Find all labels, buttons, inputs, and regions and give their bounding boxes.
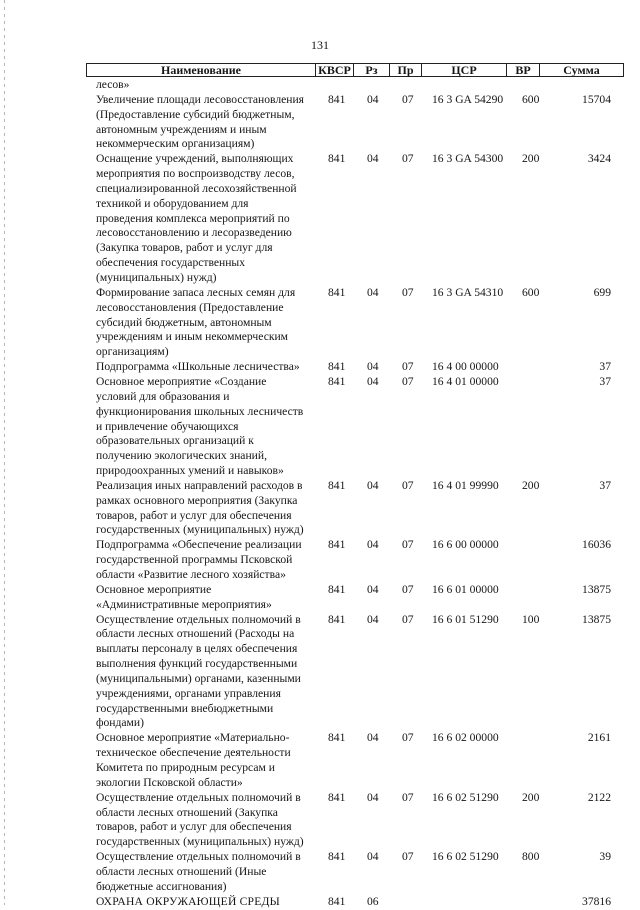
row-name-line: государственных (муниципальных) нужд) [96, 835, 304, 849]
row-name-line: проведения комплекса мероприятий по [96, 211, 290, 225]
row-name-line: Оснащение учреждений, выполняющих [96, 152, 294, 166]
row-name-line: специализированной лесохозяйственной [96, 181, 297, 195]
cell-pr: 07 [402, 582, 414, 596]
row-name-line: фондами) [96, 716, 144, 730]
row-name-line: государственной программы Псковской [96, 553, 293, 567]
row-name-line: (муниципальных) нужд) [96, 270, 217, 284]
cell-kvsr: 841 [328, 612, 346, 626]
cell-kvsr: 841 [328, 478, 346, 492]
row-name-line: Осуществление отдельных полномочий в [96, 850, 301, 864]
cell-sum: 37816 [582, 894, 611, 908]
header-vr: ВР [515, 63, 531, 77]
cell-pr: 07 [402, 850, 414, 864]
cell-sum: 13875 [582, 582, 611, 596]
row-name-line: товаров, работ и услуг для обеспечения [96, 820, 292, 834]
table-row [0, 613, 640, 732]
row-name [96, 613, 318, 732]
cell-kvsr: 841 [328, 374, 346, 388]
cell-csr: 16 3 GA 54300 [432, 152, 504, 166]
row-name-line: обеспечения государственных [96, 256, 246, 270]
row-name [96, 538, 318, 583]
cell-vr: 600 [522, 92, 540, 106]
table-row [0, 538, 640, 583]
row-name-line: выплаты персоналу в целях обеспечения [96, 642, 298, 656]
row-name-line: функционирования школьных лесничеств [96, 404, 304, 418]
cell-kvsr: 841 [328, 285, 346, 299]
table-header [86, 63, 624, 77]
row-name [96, 791, 318, 850]
table-row [0, 791, 640, 850]
row-name [96, 152, 318, 286]
cell-pr: 07 [402, 612, 414, 626]
row-name-line: и привлечение обучающихся [96, 419, 239, 433]
cell-csr: 16 4 00 00000 [432, 360, 499, 374]
cell-kvsr: 841 [328, 731, 346, 745]
table-row [0, 375, 640, 479]
row-name-line: товаров, работ и услуг для обеспечения [96, 508, 292, 522]
row-name-line: учреждениями, органами управления [96, 686, 281, 700]
row-name-line: государственными внебюджетными [96, 701, 274, 715]
cell-vr: 200 [522, 790, 540, 804]
table-row [0, 479, 640, 538]
row-name [96, 731, 318, 790]
row-name-line: некоммерческим организациям) [96, 137, 255, 151]
cell-kvsr: 841 [328, 538, 346, 552]
row-name-line: автономным учреждениям и иным [96, 122, 267, 136]
cell-csr: 16 6 01 00000 [432, 582, 499, 596]
cell-vr: 200 [522, 152, 540, 166]
row-name-line: субсидий бюджетным, автономным [96, 315, 272, 329]
table-row [0, 850, 640, 895]
cell-sum: 37 [599, 360, 611, 374]
row-name [96, 583, 318, 613]
row-name-line: области «Развитие лесного хозяйства» [96, 567, 286, 581]
table-row [0, 360, 640, 375]
row-name-line: «Административные мероприятия» [96, 597, 272, 611]
cell-pr: 07 [402, 374, 414, 388]
row-name-line: получению экологических знаний, [96, 449, 267, 463]
table-row [0, 286, 640, 360]
row-name [96, 850, 318, 895]
cell-vr: 100 [522, 612, 540, 626]
cell-kvsr: 841 [328, 582, 346, 596]
row-name [96, 479, 318, 538]
row-name [96, 93, 318, 152]
cell-vr: 600 [522, 285, 540, 299]
row-name-line: мероприятия по воспроизводству лесов, [96, 167, 295, 181]
cell-rz: 04 [367, 582, 379, 596]
cell-kvsr: 841 [328, 152, 346, 166]
row-name-line: природоохранных умений и навыков» [96, 464, 284, 478]
row-name-line: учреждениям и иным некоммерческим [96, 330, 289, 344]
row-name-line: Подпрограмма «Школьные лесничества» [96, 360, 300, 374]
row-name-line: государственных (муниципальных) нужд) [96, 523, 304, 537]
row-name-line: бюджетные ассигнования) [96, 879, 227, 893]
cell-csr: 16 3 GA 54310 [432, 285, 504, 299]
cell-kvsr: 841 [328, 894, 346, 908]
row-name [96, 78, 318, 93]
cell-csr: 16 6 00 00000 [432, 538, 499, 552]
page-number: 131 [311, 38, 329, 52]
row-name-line: лесов» [96, 78, 130, 91]
row-name [96, 360, 318, 375]
table-row [0, 93, 640, 152]
cell-kvsr: 841 [328, 790, 346, 804]
row-name-line: Подпрограмма «Обеспечение реализации [96, 538, 302, 552]
cell-pr: 07 [402, 152, 414, 166]
cell-rz: 04 [367, 92, 379, 106]
header-kvsr: КВСР [318, 63, 351, 77]
cell-kvsr: 841 [328, 92, 346, 106]
cell-sum: 16036 [582, 538, 611, 552]
row-name-line: выполнения функций государственными [96, 657, 298, 671]
cell-pr: 07 [402, 478, 414, 492]
cell-rz: 04 [367, 612, 379, 626]
cell-sum: 39 [599, 850, 611, 864]
cell-kvsr: 841 [328, 360, 346, 374]
row-name-line: условий для образования и [96, 389, 230, 403]
row-name [96, 286, 318, 360]
row-name-line: области лесных отношений (Расходы на [96, 627, 295, 641]
cell-vr: 200 [522, 478, 540, 492]
row-name-line: рамках основного мероприятия (Закупка [96, 493, 298, 507]
cell-pr: 07 [402, 538, 414, 552]
header-name: Наименование [161, 63, 241, 77]
table-row [0, 731, 640, 790]
cell-rz: 04 [367, 790, 379, 804]
cell-csr: 16 6 02 51290 [432, 850, 499, 864]
cell-rz: 04 [367, 360, 379, 374]
cell-sum: 13875 [582, 612, 611, 626]
row-name-line: Основное мероприятие «Материально- [96, 731, 290, 745]
cell-csr: 16 6 01 51290 [432, 612, 499, 626]
row-name-line: Формирование запаса лесных семян для [96, 285, 296, 299]
cell-sum: 2161 [587, 731, 611, 745]
cell-rz: 04 [367, 152, 379, 166]
cell-rz: 04 [367, 374, 379, 388]
row-name-line: ОХРАНА ОКРУЖАЮЩЕЙ СРЕДЫ [96, 894, 280, 908]
cell-sum: 3424 [587, 152, 611, 166]
cell-rz: 06 [367, 894, 379, 908]
row-name-line: (Предоставление субсидий бюджетным, [96, 107, 295, 121]
row-name-line: Комитета по природным ресурсам и [96, 761, 275, 775]
row-name-line: (Закупка товаров, работ и услуг для [96, 241, 273, 255]
row-name-line: Реализация иных направлений расходов в [96, 478, 303, 492]
cell-pr: 07 [402, 285, 414, 299]
cell-vr: 800 [522, 850, 540, 864]
table-row [0, 152, 640, 286]
row-name-line: техникой и оборудованием для [96, 196, 249, 210]
row-name-line: образовательных организаций к [96, 434, 254, 448]
cell-pr: 07 [402, 731, 414, 745]
cell-sum: 37 [599, 478, 611, 492]
row-name-line: Основное мероприятие [96, 582, 212, 596]
cell-pr: 07 [402, 360, 414, 374]
cell-rz: 04 [367, 538, 379, 552]
cell-pr: 07 [402, 790, 414, 804]
table-row [0, 78, 640, 93]
cell-csr: 16 4 01 99990 [432, 478, 499, 492]
header-rz: Рз [365, 63, 378, 77]
row-name-line: Основное мероприятие «Создание [96, 374, 267, 388]
cell-sum: 37 [599, 374, 611, 388]
row-name-line: (муниципальными) органами, казенными [96, 671, 301, 685]
row-name-line: лесовосстановления (Предоставление [96, 300, 284, 314]
row-name-line: Увеличение площади лесовосстановления [96, 92, 305, 106]
row-name-line: техническое обеспечение деятельности [96, 746, 291, 760]
cell-csr: 16 4 01 00000 [432, 374, 499, 388]
cell-csr: 16 3 GA 54290 [432, 92, 504, 106]
row-name-line: области лесных отношений (Иные [96, 864, 267, 878]
cell-sum: 699 [593, 285, 611, 299]
cell-rz: 04 [367, 850, 379, 864]
table-row [0, 895, 640, 910]
cell-sum: 15704 [582, 92, 611, 106]
cell-rz: 04 [367, 285, 379, 299]
cell-sum: 2122 [587, 790, 611, 804]
header-sum: Сумма [563, 63, 600, 77]
row-name-line: экологии Псковской области» [96, 775, 243, 789]
row-name-line: области лесных отношений (Закупка [96, 805, 278, 819]
row-name-line: организациям) [96, 345, 169, 359]
cell-kvsr: 841 [328, 850, 346, 864]
row-name-line: Осуществление отдельных полномочий в [96, 612, 301, 626]
cell-rz: 04 [367, 478, 379, 492]
row-name-line: лесовосстановлению и лесоразведению [96, 226, 292, 240]
budget-table-body [0, 78, 640, 910]
cell-rz: 04 [367, 731, 379, 745]
cell-csr: 16 6 02 51290 [432, 790, 499, 804]
header-pr: Пр [397, 63, 414, 77]
row-name-line: Осуществление отдельных полномочий в [96, 790, 301, 804]
table-row [0, 583, 640, 613]
row-name [96, 895, 318, 910]
row-name [96, 375, 318, 479]
cell-csr: 16 6 02 00000 [432, 731, 499, 745]
header-csr: ЦСР [451, 63, 477, 77]
cell-pr: 07 [402, 92, 414, 106]
